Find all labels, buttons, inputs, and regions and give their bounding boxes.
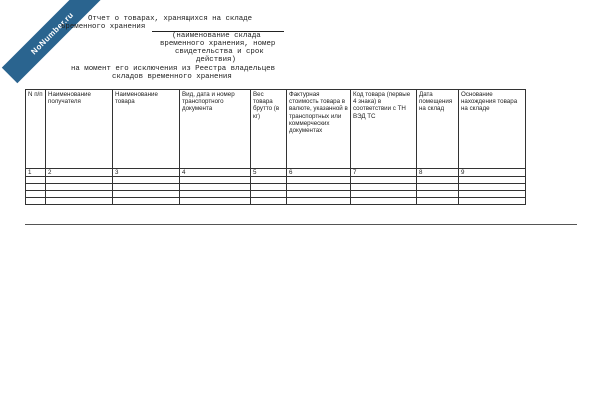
column-number: 7 xyxy=(351,169,417,177)
column-number-row xyxy=(26,169,526,177)
table-row xyxy=(26,198,526,205)
column-number: 2 xyxy=(46,169,113,177)
table-cell xyxy=(417,191,459,198)
header-line-6: действия) xyxy=(196,56,236,64)
table-cell xyxy=(113,184,180,191)
table-cell xyxy=(46,198,113,205)
column-number: 5 xyxy=(251,169,287,177)
table-cell xyxy=(459,191,526,198)
table-cell xyxy=(26,198,46,205)
table-cell xyxy=(417,184,459,191)
table-row xyxy=(26,191,526,198)
table-cell xyxy=(46,184,113,191)
table-cell xyxy=(180,198,251,205)
table-cell xyxy=(459,184,526,191)
table-cell xyxy=(113,177,180,184)
goods-report-table xyxy=(25,89,526,205)
column-header: Наименование получателя xyxy=(46,90,113,169)
column-header: Наименование товара xyxy=(113,90,180,169)
table-cell xyxy=(459,177,526,184)
column-header: Фактурная стоимость товара в валюте, указанной в транспортных или коммерческих документах xyxy=(287,90,351,169)
table-cell xyxy=(351,184,417,191)
table-cell xyxy=(459,198,526,205)
table-cell xyxy=(180,177,251,184)
table-cell xyxy=(287,177,351,184)
header-line-8: складов временного хранения xyxy=(112,73,232,81)
table-cell xyxy=(46,177,113,184)
table-cell xyxy=(26,191,46,198)
table-cell xyxy=(351,191,417,198)
table-header-row xyxy=(26,90,526,169)
table-cell xyxy=(113,198,180,205)
table-row xyxy=(26,177,526,184)
header-title: Отчет о товарах, хранящихся на складе xyxy=(88,15,253,23)
table-cell xyxy=(287,191,351,198)
warehouse-name-blank xyxy=(152,23,284,32)
table-cell xyxy=(26,184,46,191)
column-number: 3 xyxy=(113,169,180,177)
column-number: 4 xyxy=(180,169,251,177)
table-cell xyxy=(351,177,417,184)
column-header: Дата помещения на склад xyxy=(417,90,459,169)
table-cell xyxy=(351,198,417,205)
column-header: Основание нахождения товара на складе xyxy=(459,90,526,169)
column-number: 1 xyxy=(26,169,46,177)
table-cell xyxy=(46,191,113,198)
table-cell xyxy=(251,191,287,198)
watermark-text: NoNumber.ru xyxy=(28,9,76,57)
table-cell xyxy=(113,191,180,198)
table-cell xyxy=(180,184,251,191)
column-number: 8 xyxy=(417,169,459,177)
column-header: Вес товара брутто (в кг) xyxy=(251,90,287,169)
page-divider xyxy=(25,224,577,225)
table-cell xyxy=(251,177,287,184)
table-cell xyxy=(251,198,287,205)
column-number: 9 xyxy=(459,169,526,177)
header-line-4: временного хранения, номер xyxy=(160,40,276,48)
table-cell xyxy=(287,184,351,191)
column-header: Вид, дата и номер транспортного документа xyxy=(180,90,251,169)
header-line-7: на момент его исключения из Реестра владельцев xyxy=(71,65,276,73)
table-cell xyxy=(251,184,287,191)
column-number: 6 xyxy=(287,169,351,177)
header-line-3: (наименование склада xyxy=(172,32,261,40)
column-header: N п/п xyxy=(26,90,46,169)
table-cell xyxy=(287,198,351,205)
header-line-5: свидетельства и срок xyxy=(175,48,264,56)
table-row xyxy=(26,184,526,191)
table-cell xyxy=(26,177,46,184)
header-line-2: временного хранения xyxy=(61,23,146,31)
column-header: Код товара (первые 4 знака) в соответствии с ТН ВЭД ТС xyxy=(351,90,417,169)
table-cell xyxy=(180,191,251,198)
table-cell xyxy=(417,198,459,205)
table-cell xyxy=(417,177,459,184)
